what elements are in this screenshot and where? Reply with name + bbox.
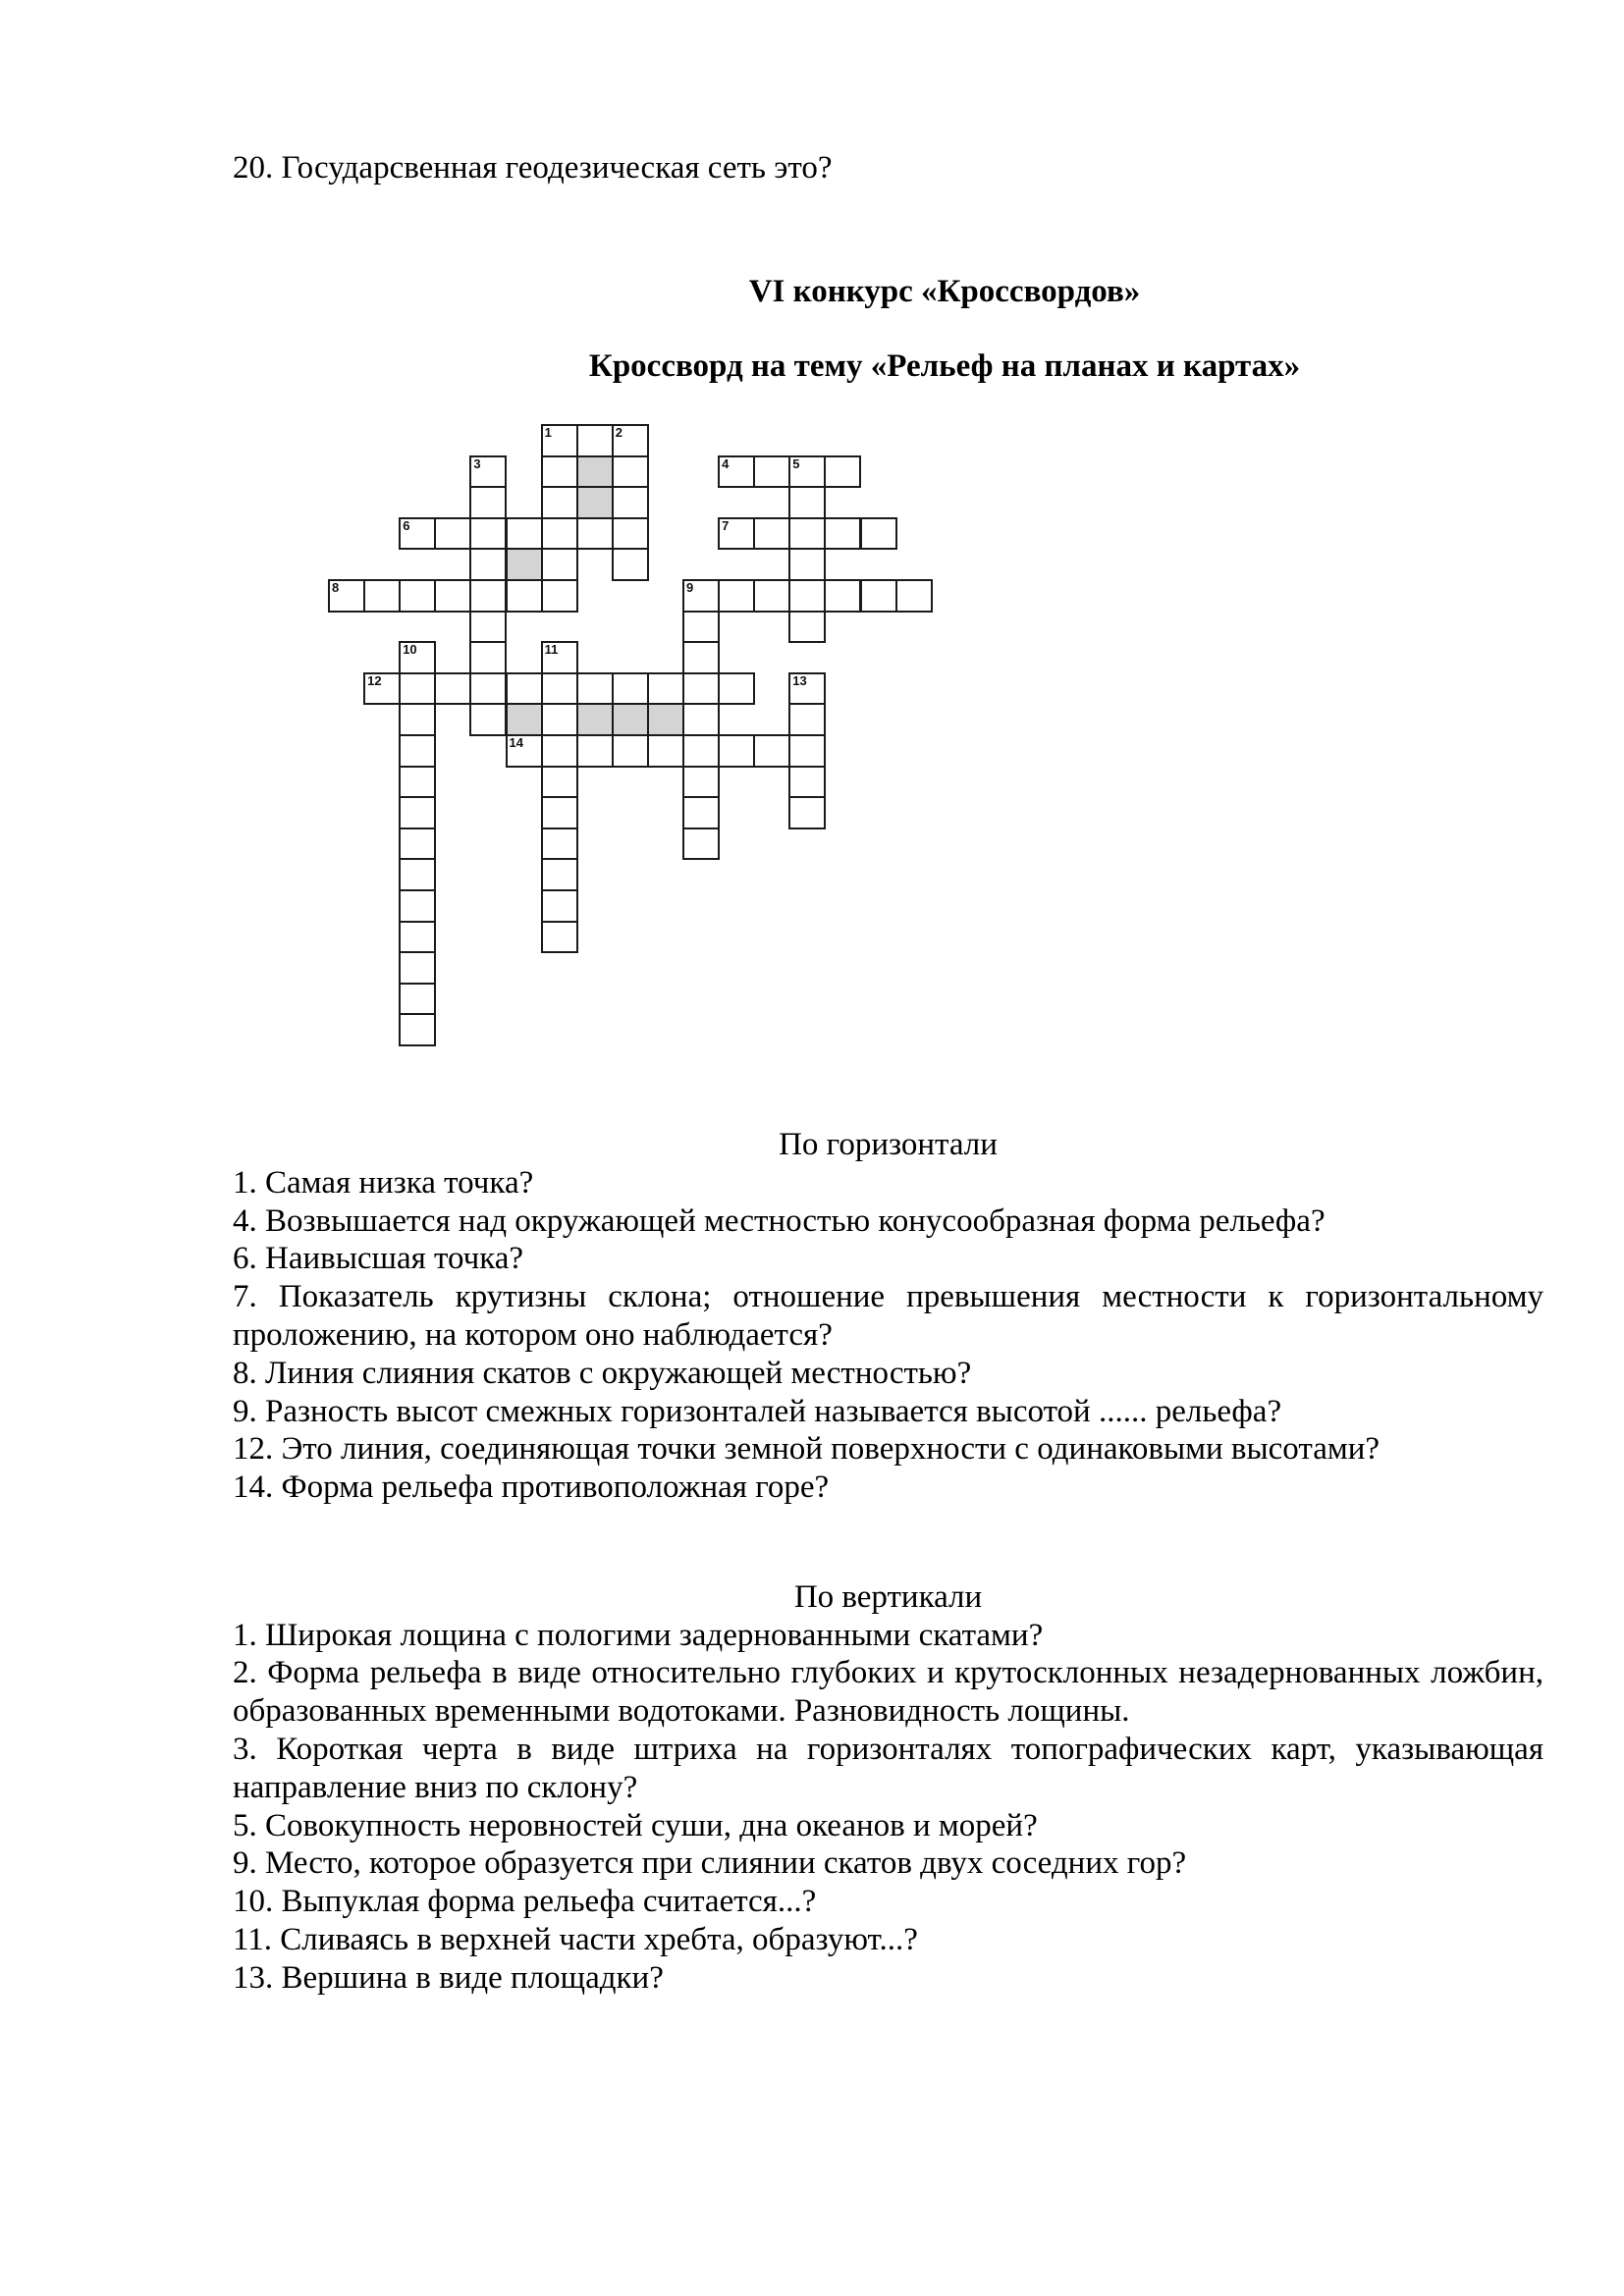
grid-cell [788, 548, 826, 581]
grid-cell [682, 796, 720, 829]
grid-cell [860, 579, 897, 613]
grid-cell [718, 517, 755, 551]
grid-cell [753, 734, 790, 768]
clue-line: 3. Короткая черта в виде штриха на горизонталях топографических карт, указывающая [233, 1731, 1543, 1767]
grid-cell [682, 734, 720, 768]
grid-cell [469, 672, 507, 706]
cell-number: 9 [686, 580, 694, 595]
question-20: 20. Государсвенная геодезическая сеть это? [233, 150, 833, 186]
grid-cell [718, 579, 755, 613]
grid-cell [399, 858, 436, 891]
clue-line: образованных временными водотоками. Разновидность лощины. [233, 1693, 1130, 1730]
clue-line: 14. Форма рельефа противоположная горе? [233, 1469, 830, 1506]
grid-cell [363, 579, 401, 613]
grid-cell [469, 455, 507, 489]
grid-cell [469, 548, 507, 581]
grid-cell [541, 424, 578, 457]
grid-cell [399, 1013, 436, 1046]
grid-cell [824, 455, 861, 489]
clue-line: 6. Наивысшая точка? [233, 1241, 524, 1277]
clue-line: 1. Широкая лощина с пологими задернованными скатами? [233, 1617, 1044, 1653]
grid-cell [753, 455, 790, 489]
grid-cell [682, 611, 720, 644]
grid-cell [788, 766, 826, 799]
grid-cell [506, 579, 543, 613]
grid-cell [399, 796, 436, 829]
contest-title: VI конкурс «Кроссвордов» [748, 274, 1141, 309]
grid-cell [718, 734, 755, 768]
grid-cell [612, 734, 649, 768]
cell-number: 12 [367, 672, 382, 688]
grid-cell [860, 517, 897, 551]
grid-cell [647, 672, 684, 706]
clue-line: 2. Форма рельефа в виде относительно глубоких и крутосклонных незадернованных ложбин, [233, 1655, 1543, 1691]
grid-cell [788, 611, 826, 644]
grid-cell [399, 703, 436, 736]
clue-line: проложению, на котором оно наблюдается? [233, 1316, 833, 1353]
grid-cell-shaded [576, 486, 614, 519]
cell-number: 5 [792, 455, 800, 471]
grid-cell [469, 611, 507, 644]
grid-cell [718, 455, 755, 489]
grid-cell [576, 424, 614, 457]
clue-line: направление вниз по склону? [233, 1769, 638, 1805]
grid-cell [469, 703, 507, 736]
grid-cell [541, 921, 578, 954]
clue-line: 10. Выпуклая форма рельефа считается...? [233, 1884, 817, 1920]
clue-line: 7. Показатель крутизны склона; отношение превышения местности к горизонтальному [233, 1279, 1543, 1315]
grid-cell [541, 703, 578, 736]
grid-cell [788, 455, 826, 489]
down-heading: По вертикали [793, 1579, 983, 1615]
grid-cell [788, 672, 826, 706]
grid-cell [399, 766, 436, 799]
grid-cell [399, 579, 436, 613]
grid-cell [612, 548, 649, 581]
grid-cell [541, 486, 578, 519]
grid-cell-shaded [576, 455, 614, 489]
grid-cell [788, 796, 826, 829]
down-clues [233, 1617, 1543, 1998]
grid-cell [576, 672, 614, 706]
grid-cell [788, 734, 826, 768]
grid-cell [541, 579, 578, 613]
clue-line: 5. Совокупность неровностей суши, дна океанов и морей? [233, 1807, 1038, 1843]
clue-line: 9. Место, которое образуется при слиянии скатов двух соседних гор? [233, 1845, 1187, 1882]
grid-cell [399, 951, 436, 985]
grid-cell [612, 455, 649, 489]
grid-cell [647, 734, 684, 768]
grid-cell [718, 672, 755, 706]
grid-cell [328, 579, 365, 613]
grid-cell [399, 828, 436, 861]
grid-cell [612, 672, 649, 706]
grid-cell [363, 672, 401, 706]
grid-cell-shaded [506, 548, 543, 581]
grid-cell [612, 486, 649, 519]
grid-cell [399, 983, 436, 1016]
grid-cell [469, 579, 507, 613]
grid-cell [399, 641, 436, 674]
clue-line: 9. Разность высот смежных горизонталей называется высотой ...... рельефа? [233, 1393, 1282, 1429]
grid-cell [682, 672, 720, 706]
cell-number: 10 [403, 642, 417, 658]
grid-cell [399, 921, 436, 954]
grid-cell [541, 641, 578, 674]
crossword-grid [328, 424, 935, 1048]
grid-cell [541, 672, 578, 706]
grid-cell [753, 579, 790, 613]
grid-cell [682, 766, 720, 799]
across-heading: По горизонтали [779, 1127, 998, 1162]
grid-cell [788, 703, 826, 736]
grid-cell [399, 672, 436, 706]
grid-cell [682, 641, 720, 674]
grid-cell [541, 858, 578, 891]
crossword-title: Кроссворд на тему «Рельеф на планах и картах» [588, 348, 1301, 384]
grid-cell [469, 641, 507, 674]
grid-cell-shaded [506, 703, 543, 736]
grid-cell [434, 517, 471, 551]
grid-cell [506, 734, 543, 768]
grid-cell [541, 455, 578, 489]
grid-cell [612, 517, 649, 551]
grid-cell-shaded [647, 703, 684, 736]
cell-number: 8 [332, 580, 340, 595]
cell-number: 14 [509, 735, 523, 750]
grid-cell [612, 424, 649, 457]
grid-cell [576, 734, 614, 768]
grid-cell-shaded [612, 703, 649, 736]
cell-number: 3 [473, 455, 481, 471]
grid-cell [824, 517, 861, 551]
grid-cell [399, 734, 436, 768]
clue-line: 8. Линия слияния скатов с окружающей местностью? [233, 1355, 972, 1391]
cell-number: 13 [792, 672, 807, 688]
cell-number: 4 [722, 455, 730, 471]
grid-cell [541, 796, 578, 829]
grid-cell [753, 517, 790, 551]
grid-cell [434, 579, 471, 613]
grid-cell [541, 517, 578, 551]
cell-number: 6 [403, 517, 410, 533]
clue-line: 1. Самая низка точка? [233, 1164, 534, 1201]
cell-number: 1 [544, 425, 552, 440]
cell-number: 11 [544, 642, 559, 658]
grid-cell [682, 703, 720, 736]
grid-cell [576, 517, 614, 551]
grid-cell [895, 579, 933, 613]
grid-cell [506, 517, 543, 551]
grid-cell [399, 889, 436, 923]
grid-cell [469, 486, 507, 519]
grid-cell [788, 579, 826, 613]
grid-cell [541, 734, 578, 768]
grid-cell [469, 517, 507, 551]
clue-line: 4. Возвышается над окружающей местностью конусообразная форма рельефа? [233, 1202, 1326, 1239]
grid-cell [506, 672, 543, 706]
grid-cell [682, 828, 720, 861]
grid-cell [541, 828, 578, 861]
grid-cell [399, 517, 436, 551]
grid-cell [824, 579, 861, 613]
across-clues [233, 1164, 1543, 1507]
grid-cell [788, 486, 826, 519]
clue-line: 13. Вершина в виде площадки? [233, 1959, 664, 1996]
clue-line: 12. Это линия, соединяющая точки земной поверхности с одинаковыми высотами? [233, 1431, 1380, 1468]
grid-cell [541, 548, 578, 581]
cell-number: 2 [615, 425, 623, 440]
cell-number: 7 [722, 517, 730, 533]
grid-cell [682, 579, 720, 613]
grid-cell [434, 672, 471, 706]
grid-cell [541, 766, 578, 799]
grid-cell-shaded [576, 703, 614, 736]
grid-cell [788, 517, 826, 551]
grid-cell [541, 889, 578, 923]
clue-line: 11. Сливаясь в верхней части хребта, образуют...? [233, 1921, 918, 1957]
